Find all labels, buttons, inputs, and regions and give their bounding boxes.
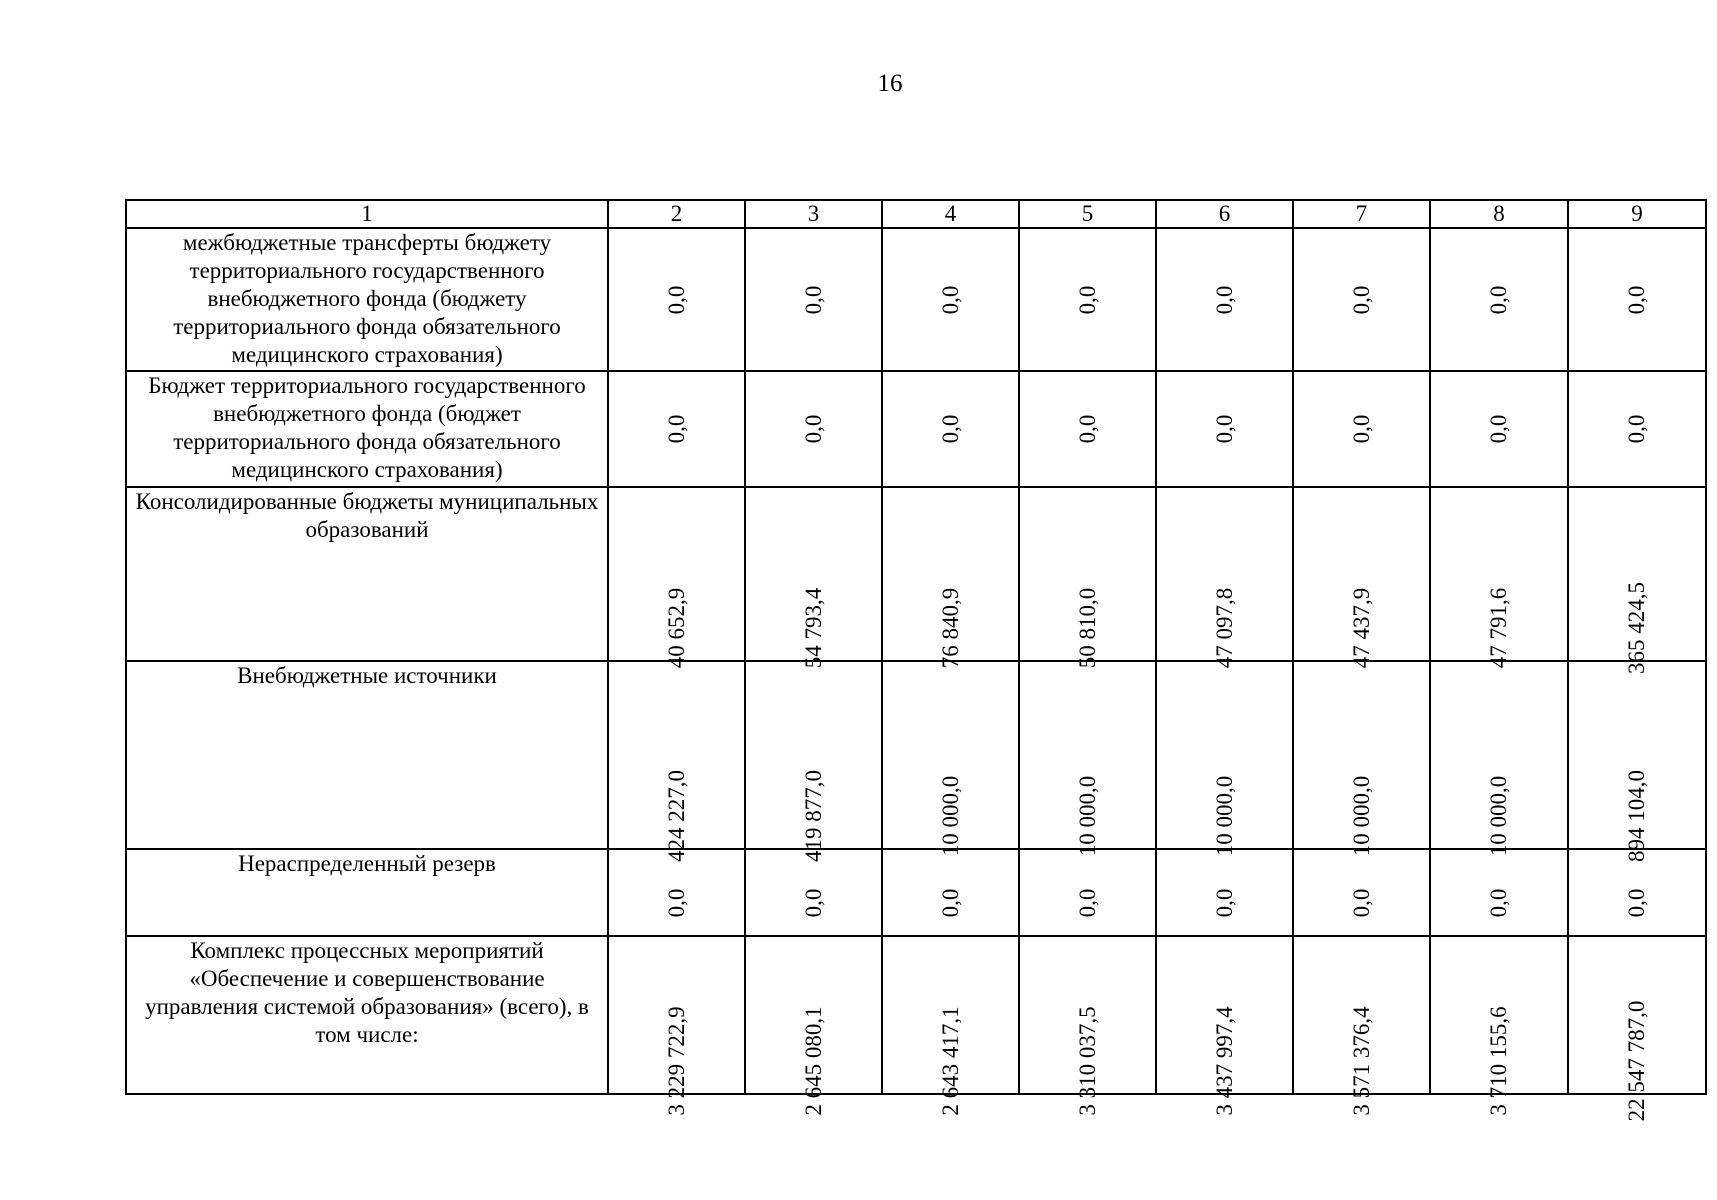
table-cell (882, 487, 1019, 669)
table-cell (1568, 936, 1706, 1122)
table-cell (1156, 371, 1293, 487)
table-cell (745, 487, 882, 669)
table-cell (745, 228, 882, 371)
cell-value: 2 643 417,1 (937, 1006, 963, 1116)
cell-value: 0,0 (1074, 414, 1100, 444)
column-header: 4 (882, 200, 1019, 228)
table-cell (1019, 849, 1156, 936)
table-cell (608, 661, 745, 862)
table-cell (1156, 487, 1293, 669)
column-header: 8 (1430, 200, 1568, 228)
cell-value: 22 547 787,0 (1624, 1000, 1649, 1122)
cell-value: 0,0 (800, 888, 826, 918)
cell-value: 47 791,6 (1486, 587, 1511, 669)
table-cell (608, 228, 745, 371)
table-cell (1156, 228, 1293, 371)
cell-value: 0,0 (937, 414, 963, 444)
table-cell (882, 849, 1019, 936)
cell-value: 0,0 (937, 888, 963, 918)
cell-value: 0,0 (1211, 285, 1237, 314)
table-cell (745, 371, 882, 487)
cell-value: 0,0 (1348, 888, 1374, 918)
table-cell (1019, 661, 1156, 857)
table-cell (882, 371, 1019, 487)
table-cell (1430, 849, 1568, 936)
row-label: Комплекс процессных мероприятий «Обеспечение и совершенствование управления системой образования» (всего), в том числе: (126, 936, 608, 1094)
cell-value: 50 810,0 (1074, 587, 1100, 669)
cell-value: 10 000,0 (937, 775, 963, 857)
header-row (126, 200, 1706, 228)
cell-value: 0,0 (937, 285, 963, 314)
column-header: 2 (608, 200, 745, 228)
table-cell (608, 849, 745, 936)
table-cell (1568, 849, 1706, 936)
table-cell (608, 487, 745, 669)
cell-value: 0,0 (1624, 414, 1649, 444)
cell-value: 424 227,0 (663, 770, 689, 862)
table-cell (1019, 487, 1156, 669)
table-cell (1156, 936, 1293, 1116)
table-cell (745, 936, 882, 1116)
row-label: межбюджетные трансферты бюджету территориального государственного внебюджетного фонда (бюджету территориального фонда обязательного медицинского страхования) (126, 228, 608, 371)
table-cell (745, 849, 882, 936)
table-cell (1293, 936, 1430, 1116)
table-cell (1430, 661, 1568, 857)
table-cell (1293, 371, 1430, 487)
cell-value: 54 793,4 (800, 587, 826, 669)
table-cell (745, 661, 882, 862)
table-cell (1430, 228, 1568, 371)
table-cell (882, 661, 1019, 857)
cell-value: 0,0 (800, 285, 826, 314)
cell-value: 0,0 (1486, 414, 1511, 444)
table-row (126, 487, 1706, 661)
cell-value: 0,0 (1211, 414, 1237, 444)
row-label: Внебюджетные источники (126, 661, 608, 849)
cell-value: 10 000,0 (1074, 775, 1100, 857)
cell-value: 0,0 (1624, 888, 1649, 918)
cell-value: 10 000,0 (1211, 775, 1237, 857)
table-cell (1568, 661, 1706, 862)
cell-value: 0,0 (663, 888, 689, 918)
table-cell (1568, 228, 1706, 371)
cell-value: 419 877,0 (800, 770, 826, 862)
row-label: Консолидированные бюджеты муниципальных образований (126, 487, 608, 661)
table-cell (1568, 487, 1706, 674)
cell-value: 3 229 722,9 (663, 1006, 689, 1116)
cell-value: 0,0 (1486, 285, 1511, 314)
cell-value: 0,0 (663, 414, 689, 444)
cell-value: 365 424,5 (1624, 582, 1649, 674)
cell-value: 0,0 (1486, 888, 1511, 918)
cell-value: 47 097,8 (1211, 587, 1237, 669)
cell-value: 0,0 (1624, 285, 1649, 314)
table-cell (1019, 936, 1156, 1116)
cell-value: 3 310 037,5 (1074, 1006, 1100, 1116)
cell-value: 3 437 997,4 (1211, 1006, 1237, 1116)
cell-value: 0,0 (663, 285, 689, 314)
table-cell (1293, 487, 1430, 669)
row-label: Нераспределенный резерв (126, 849, 608, 936)
cell-value: 76 840,9 (937, 587, 963, 669)
cell-value: 3 571 376,4 (1348, 1006, 1374, 1116)
table-cell (1019, 371, 1156, 487)
budget-table (125, 199, 1707, 1122)
cell-value: 10 000,0 (1486, 775, 1511, 857)
cell-value: 3 710 155,6 (1486, 1006, 1511, 1116)
cell-value: 0,0 (1348, 414, 1374, 444)
table-cell (1430, 936, 1568, 1116)
page-number: 16 (877, 70, 903, 97)
table-cell (1293, 849, 1430, 936)
cell-value: 0,0 (800, 414, 826, 444)
table-cell (608, 371, 745, 487)
table-cell (882, 228, 1019, 371)
cell-value: 894 104,0 (1624, 770, 1649, 862)
table-cell (608, 936, 745, 1116)
column-header: 6 (1156, 200, 1293, 228)
table-cell (1568, 371, 1706, 487)
column-header: 7 (1293, 200, 1430, 228)
column-header: 9 (1568, 200, 1706, 228)
cell-value: 47 437,9 (1348, 587, 1374, 669)
cell-value: 0,0 (1074, 888, 1100, 918)
table-cell (1293, 228, 1430, 371)
table-row (126, 371, 1706, 487)
table-row (126, 228, 1706, 371)
table-cell (1156, 849, 1293, 936)
column-header: 1 (126, 200, 608, 228)
table-row (126, 849, 1706, 936)
cell-value: 0,0 (1074, 285, 1100, 314)
table-cell (1430, 371, 1568, 487)
cell-value: 40 652,9 (663, 587, 689, 669)
cell-value: 10 000,0 (1348, 775, 1374, 857)
table-row (126, 936, 1706, 1094)
table-cell (1019, 228, 1156, 371)
cell-value: 2 645 080,1 (800, 1006, 826, 1116)
table-row (126, 661, 1706, 849)
table-cell (1430, 487, 1568, 669)
column-header: 3 (745, 200, 882, 228)
table-cell (1293, 661, 1430, 857)
table-cell (1156, 661, 1293, 857)
table-cell (882, 936, 1019, 1116)
row-label: Бюджет территориального государственного внебюджетного фонда (бюджет территориального фонда обязательного медицинского страхования) (126, 371, 608, 487)
cell-value: 0,0 (1348, 285, 1374, 314)
cell-value: 0,0 (1211, 888, 1237, 918)
column-header: 5 (1019, 200, 1156, 228)
